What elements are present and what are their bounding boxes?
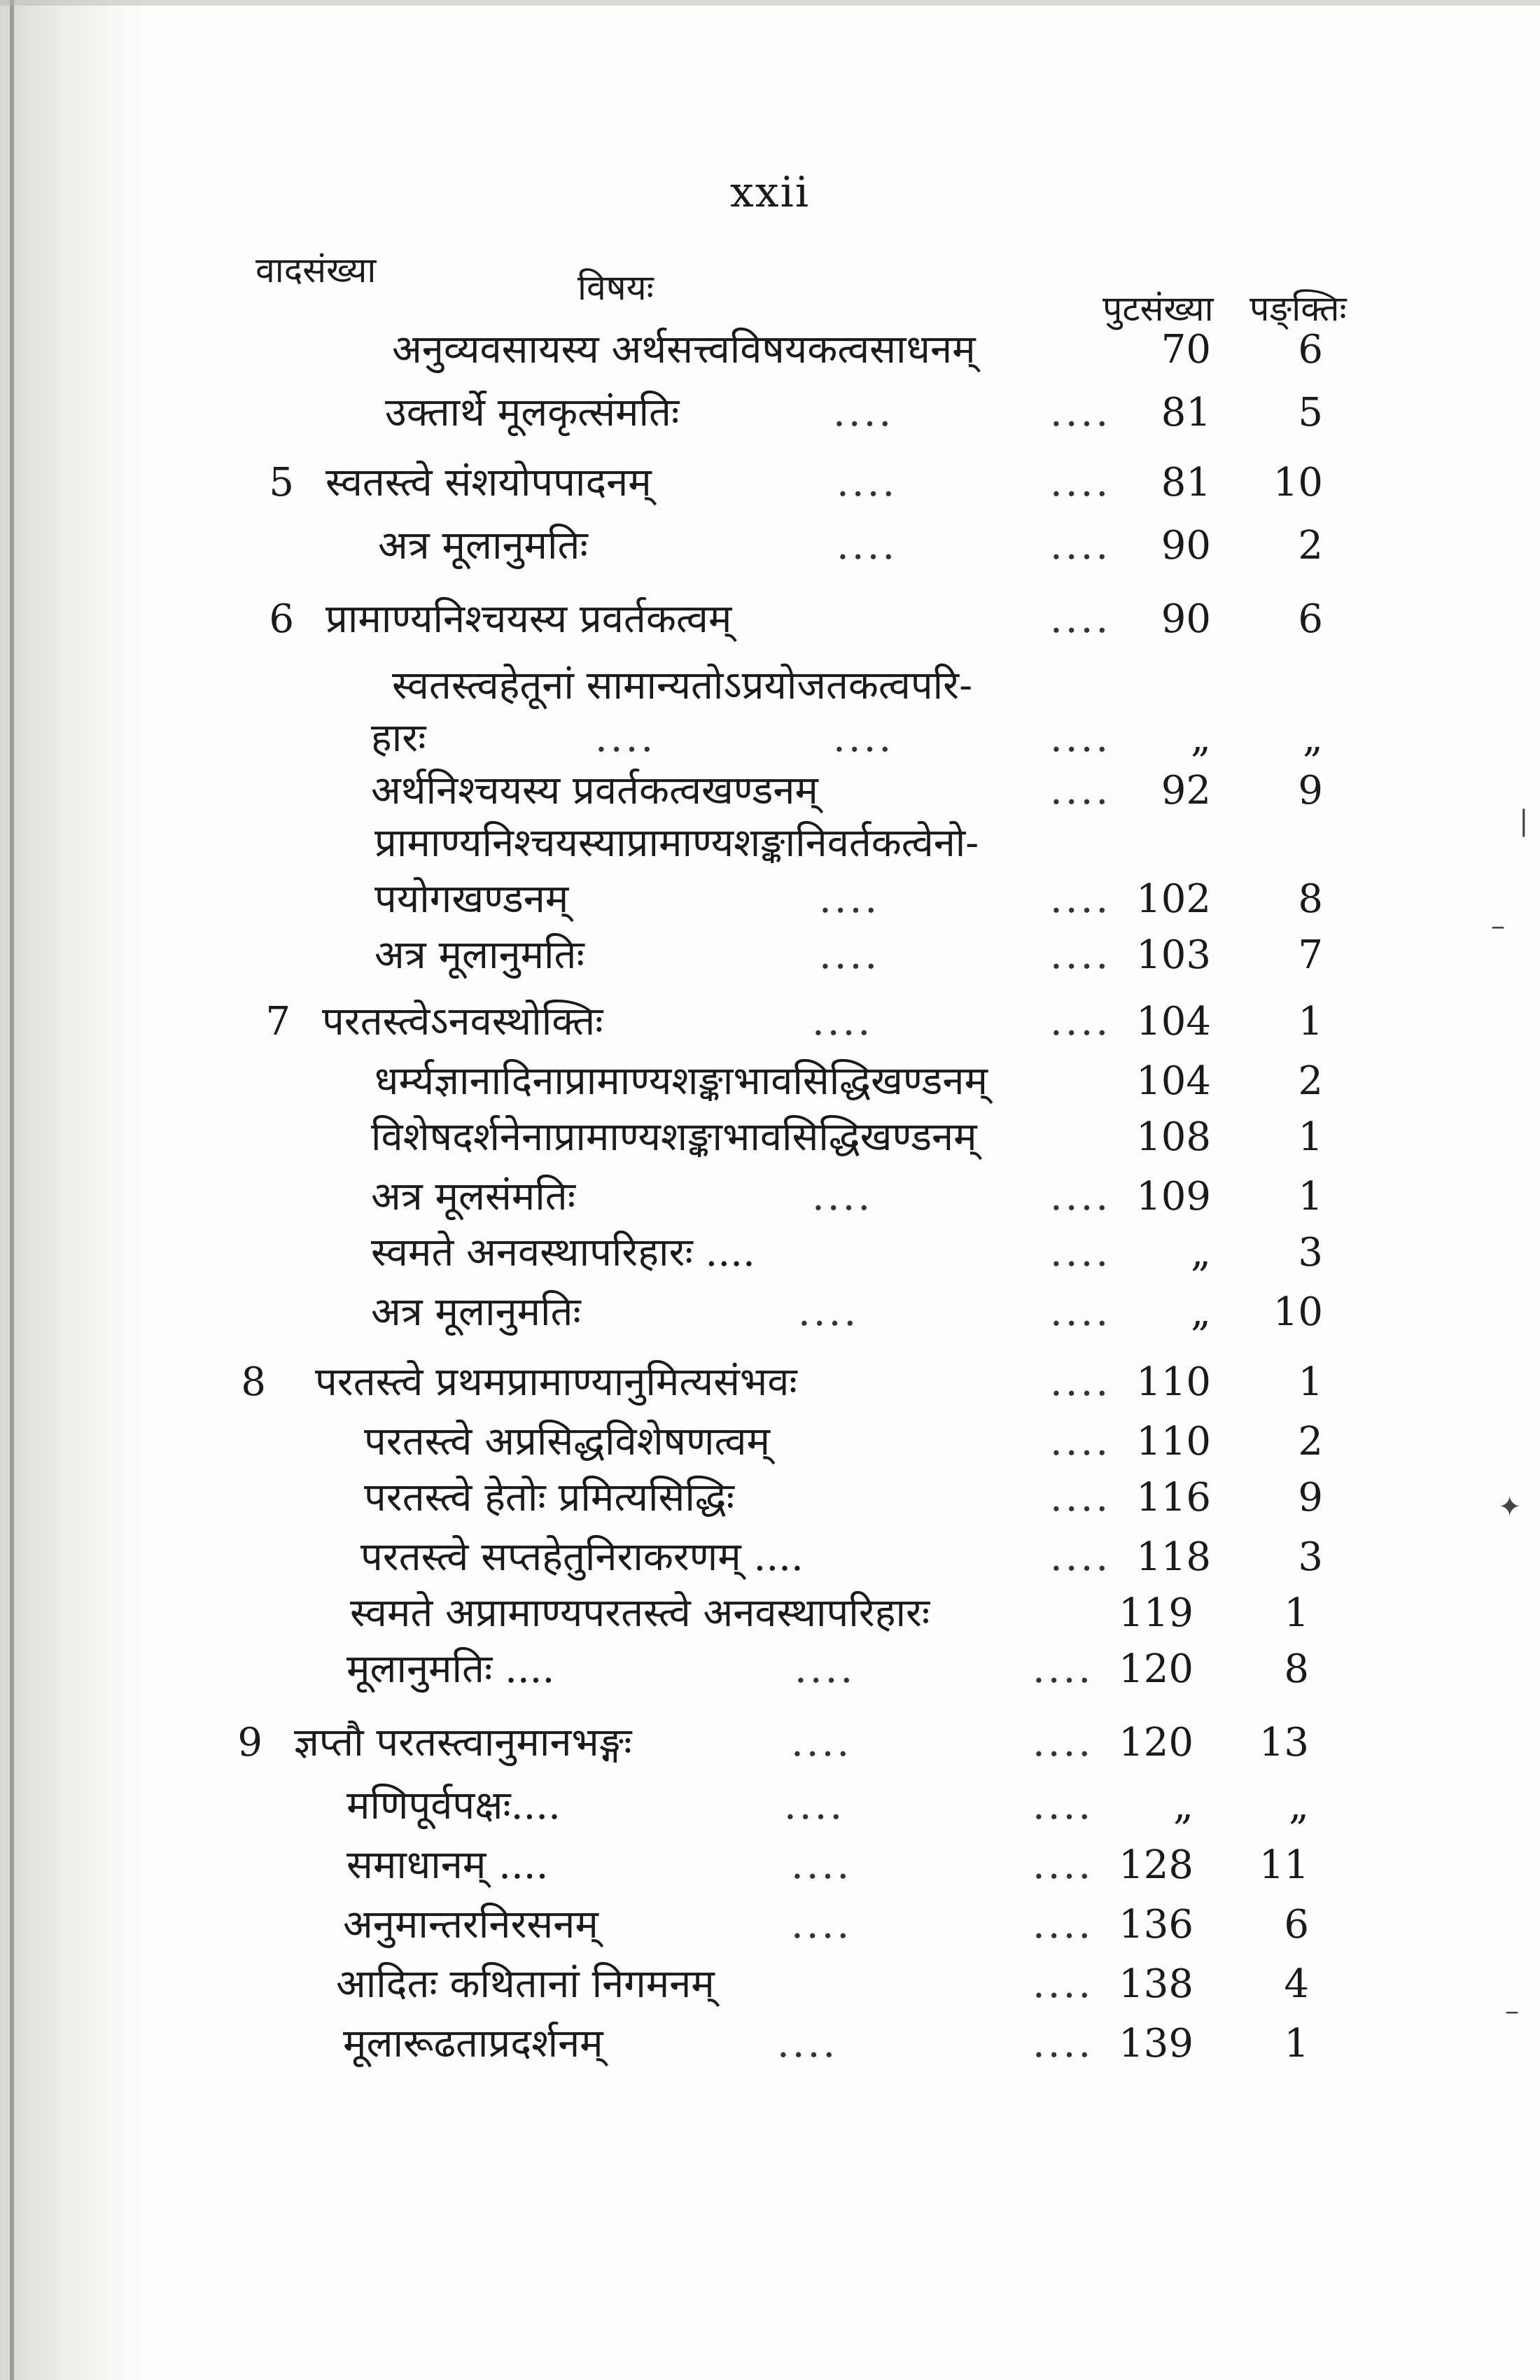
vada-number: 6: [269, 596, 294, 642]
margin-mark: –: [1505, 1995, 1519, 2027]
line-number-cell: 2: [1298, 523, 1323, 568]
leader-dots: ....: [819, 932, 881, 978]
contents-row: [0, 868, 1540, 931]
page-number-cell: 119: [1119, 1590, 1194, 1636]
page-number-cell: „: [1190, 1230, 1211, 1275]
vada-number: 5: [269, 460, 294, 505]
topic-title: विशेषदर्शनेनाप्रामाण्यशङ्काभावसिद्धिखण्डनम्: [371, 1114, 977, 1160]
leader-dots: ....: [1050, 876, 1112, 922]
leader-dots: ....: [1050, 1230, 1112, 1275]
contents-row: [0, 451, 1540, 514]
topic-title: परतस्त्वे सप्तहेतुनिराकरणम् ....: [360, 1534, 804, 1580]
leader-dots: ....: [1032, 2021, 1094, 2066]
line-number-cell: 1: [1298, 1174, 1323, 1219]
topic-title: अत्र मूलानुमतिः: [371, 1289, 581, 1335]
leader-dots: ....: [1050, 932, 1112, 978]
topic-title: अनुमान्तरनिरसनम्: [343, 1902, 598, 1947]
topic-title: अत्र मूलानुमतिः: [378, 523, 588, 568]
line-number-cell: 5: [1298, 390, 1323, 435]
line-number-cell: 8: [1284, 1646, 1309, 1692]
leader-dots: ....: [1050, 596, 1112, 642]
leader-dots: ....: [819, 876, 881, 922]
contents-row: [0, 1166, 1540, 1228]
page-number-cell: 136: [1119, 1902, 1194, 1947]
margin-mark: –: [1491, 910, 1505, 942]
margin-mark: |: [1519, 805, 1529, 837]
contents-row: [0, 990, 1540, 1054]
contents-row: [0, 1638, 1540, 1701]
contents-row: [0, 1526, 1540, 1589]
line-number-cell: 1: [1298, 1114, 1323, 1160]
leader-dots: ....: [1050, 1534, 1112, 1580]
page-number-cell: 92: [1161, 768, 1211, 813]
leader-dots: ....: [1050, 390, 1112, 435]
contents-row: [0, 1281, 1540, 1344]
leader-dots: ....: [798, 1289, 860, 1335]
page-number-cell: 118: [1136, 1534, 1211, 1580]
leader-dots: ....: [1032, 1646, 1094, 1692]
leader-dots: ....: [812, 1174, 874, 1219]
line-number-cell: 10: [1273, 460, 1323, 505]
contents-row: [0, 318, 1540, 382]
contents-row: [0, 382, 1540, 444]
page-number-cell: 70: [1161, 327, 1211, 372]
topic-title: स्वमते अनवस्थापरिहारः ....: [371, 1230, 755, 1275]
leader-dots: ....: [794, 1646, 856, 1692]
leader-dots: ....: [777, 2021, 839, 2066]
leader-dots: ....: [1050, 999, 1112, 1044]
contents-row: [0, 1582, 1540, 1645]
line-number-cell: 3: [1298, 1534, 1323, 1580]
topic-title: आदितः कथितानां निगमनम्: [336, 1961, 715, 2007]
page-number-cell: 103: [1136, 932, 1211, 978]
leader-dots: ....: [791, 1902, 853, 1947]
page-number-cell: „: [1190, 1289, 1211, 1335]
page-top-edge: [0, 0, 1540, 6]
contents-row: [0, 1106, 1540, 1169]
leader-dots: ....: [833, 715, 895, 761]
page-number-cell: 110: [1136, 1419, 1211, 1464]
leader-dots: ....: [1050, 715, 1112, 761]
margin-mark: ✦: [1498, 1491, 1522, 1523]
leader-dots: ....: [1032, 1842, 1094, 1888]
topic-title: अनुव्यवसायस्य अर्थसत्त्वविषयकत्वसाधनम्: [392, 327, 976, 372]
page-number-cell: 120: [1119, 1720, 1194, 1765]
page-number-cell: „: [1172, 1783, 1194, 1828]
contents-row: [0, 1893, 1540, 1956]
line-number-cell: „: [1302, 715, 1323, 761]
vada-number: 7: [265, 999, 290, 1044]
topic-title: मूलारूढताप्रदर्शनम्: [343, 2021, 603, 2066]
column-header-line: पङ्क्तिः: [1250, 288, 1347, 329]
leader-dots: ....: [1050, 523, 1112, 568]
contents-row: [0, 1774, 1540, 1837]
line-number-cell: 1: [1298, 1359, 1323, 1405]
line-number-cell: 1: [1284, 1590, 1309, 1636]
topic-title: समाधानम् ....: [346, 1842, 549, 1888]
contents-row: [0, 1466, 1540, 1530]
topic-title: अत्र मूलानुमतिः: [374, 932, 584, 978]
topic-title: अर्थनिश्चयस्य प्रवर्तकत्वखण्डनम्: [371, 768, 818, 813]
page-number-cell: 138: [1119, 1961, 1194, 2007]
leader-dots: ....: [1050, 1419, 1112, 1464]
leader-dots: ....: [1050, 1174, 1112, 1219]
topic-title: धर्म्यज्ञानादिनाप्रामाण्यशङ्काभावसिद्धिखण्डनम्: [374, 1058, 988, 1104]
topic-title: परतस्त्वे हेतोः प्रमित्यसिद्धिः: [364, 1475, 734, 1520]
line-number-cell: 9: [1298, 1475, 1323, 1520]
page-number-cell: 90: [1161, 523, 1211, 568]
leader-dots: ....: [1050, 1289, 1112, 1335]
contents-row: [0, 1050, 1540, 1113]
topic-title: पयोगखण्डनम्: [374, 876, 569, 922]
line-number-cell: 3: [1298, 1230, 1323, 1275]
column-header-vishaya: विषयः: [578, 267, 654, 308]
leader-dots: ....: [1032, 1902, 1094, 1947]
leader-dots: ....: [1050, 1359, 1112, 1405]
leader-dots: ....: [784, 1783, 846, 1828]
leader-dots: ....: [836, 523, 898, 568]
page-number-cell: „: [1190, 715, 1211, 761]
topic-title: स्वमते अप्रामाण्यपरतस्त्वे अनवस्थापरिहारः: [350, 1590, 930, 1636]
page-number-cell: 90: [1161, 596, 1211, 642]
leader-dots: ....: [1032, 1961, 1094, 2007]
contents-row: [0, 1953, 1540, 2016]
contents-row: [0, 2012, 1540, 2076]
page-number-cell: 110: [1136, 1359, 1211, 1405]
line-number-cell: „: [1288, 1783, 1309, 1828]
topic-title: परतस्त्वे अप्रसिद्धविशेषणत्वम्: [364, 1419, 770, 1464]
contents-row: [0, 1222, 1540, 1284]
topic-title: उक्तार्थे मूलकृत्संमतिः: [385, 390, 680, 435]
page-number-cell: 128: [1119, 1842, 1194, 1888]
contents-row: [0, 1712, 1540, 1774]
line-number-cell: 6: [1298, 596, 1323, 642]
leader-dots: ....: [1050, 460, 1112, 505]
topic-title: प्रामाण्यनिश्चयस्याप्रामाण्यशङ्कानिवर्तकत्वेनो-: [374, 820, 979, 866]
line-number-cell: 2: [1298, 1058, 1323, 1104]
topic-title: हारः: [371, 715, 426, 761]
line-number-cell: 6: [1298, 327, 1323, 372]
leader-dots: ....: [1050, 1475, 1112, 1520]
line-number-cell: 10: [1273, 1289, 1323, 1335]
line-number-cell: 13: [1259, 1720, 1309, 1765]
line-number-cell: 7: [1298, 932, 1323, 978]
page-number: xxii: [729, 168, 811, 217]
line-number-cell: 1: [1298, 999, 1323, 1044]
leader-dots: ....: [791, 1720, 853, 1765]
leader-dots: ....: [1032, 1720, 1094, 1765]
column-header-page: पुटसंख्या: [1102, 288, 1214, 329]
topic-title: अत्र मूलसंमतिः: [371, 1174, 576, 1219]
leader-dots: ....: [1050, 768, 1112, 813]
page-number-cell: 81: [1161, 390, 1211, 435]
leader-dots: ....: [833, 390, 895, 435]
page-number-cell: 81: [1161, 460, 1211, 505]
topic-title: परतस्त्वे प्रथमप्रामाण्यानुमित्यसंभवः: [315, 1359, 797, 1405]
contents-row: [0, 1410, 1540, 1474]
page-number-cell: 104: [1136, 1058, 1211, 1104]
line-number-cell: 11: [1259, 1842, 1309, 1888]
line-number-cell: 8: [1298, 876, 1323, 922]
topic-title: स्वतस्त्वे संशयोपपादनम्: [326, 460, 652, 505]
page-number-cell: 120: [1119, 1646, 1194, 1692]
contents-row: [0, 588, 1540, 651]
vada-number: 9: [237, 1720, 262, 1765]
line-number-cell: 6: [1284, 1902, 1309, 1947]
vada-number: 8: [241, 1359, 266, 1405]
topic-title: मणिपूर्वपक्षः....: [346, 1783, 561, 1828]
topic-title: परतस्त्वेऽनवस्थोक्तिः: [322, 999, 603, 1044]
topic-title: मूलानुमतिः ....: [346, 1646, 555, 1692]
page-number-cell: 116: [1136, 1475, 1211, 1520]
topic-title: प्रामाण्यनिश्चयस्य प्रवर्तकत्वम्: [326, 596, 732, 642]
line-number-cell: 1: [1284, 2021, 1309, 2066]
line-number-cell: 4: [1284, 1961, 1309, 2007]
contents-row: [0, 1351, 1540, 1414]
page-number-cell: 102: [1136, 876, 1211, 922]
contents-row: [0, 1834, 1540, 1897]
leader-dots: ....: [812, 999, 874, 1044]
page-number-cell: 104: [1136, 999, 1211, 1044]
column-header-vada: वादसंख्या: [255, 250, 377, 290]
leader-dots: ....: [595, 715, 657, 761]
contents-row: [0, 812, 1540, 875]
topic-title: ज्ञप्तौ परतस्त्वानुमानभङ्गः: [294, 1720, 632, 1765]
page-number-cell: 139: [1119, 2021, 1194, 2066]
line-number-cell: 9: [1298, 768, 1323, 813]
topic-title: स्वतस्त्वहेतूनां सामान्यतोऽप्रयोजतकत्वपरि-: [392, 663, 973, 708]
leader-dots: ....: [836, 460, 898, 505]
leader-dots: ....: [1032, 1783, 1094, 1828]
contents-row: [0, 924, 1540, 987]
contents-row: [0, 514, 1540, 578]
page-number-cell: 108: [1136, 1114, 1211, 1160]
leader-dots: ....: [791, 1842, 853, 1888]
page-number-cell: 109: [1136, 1174, 1211, 1219]
line-number-cell: 2: [1298, 1419, 1323, 1464]
